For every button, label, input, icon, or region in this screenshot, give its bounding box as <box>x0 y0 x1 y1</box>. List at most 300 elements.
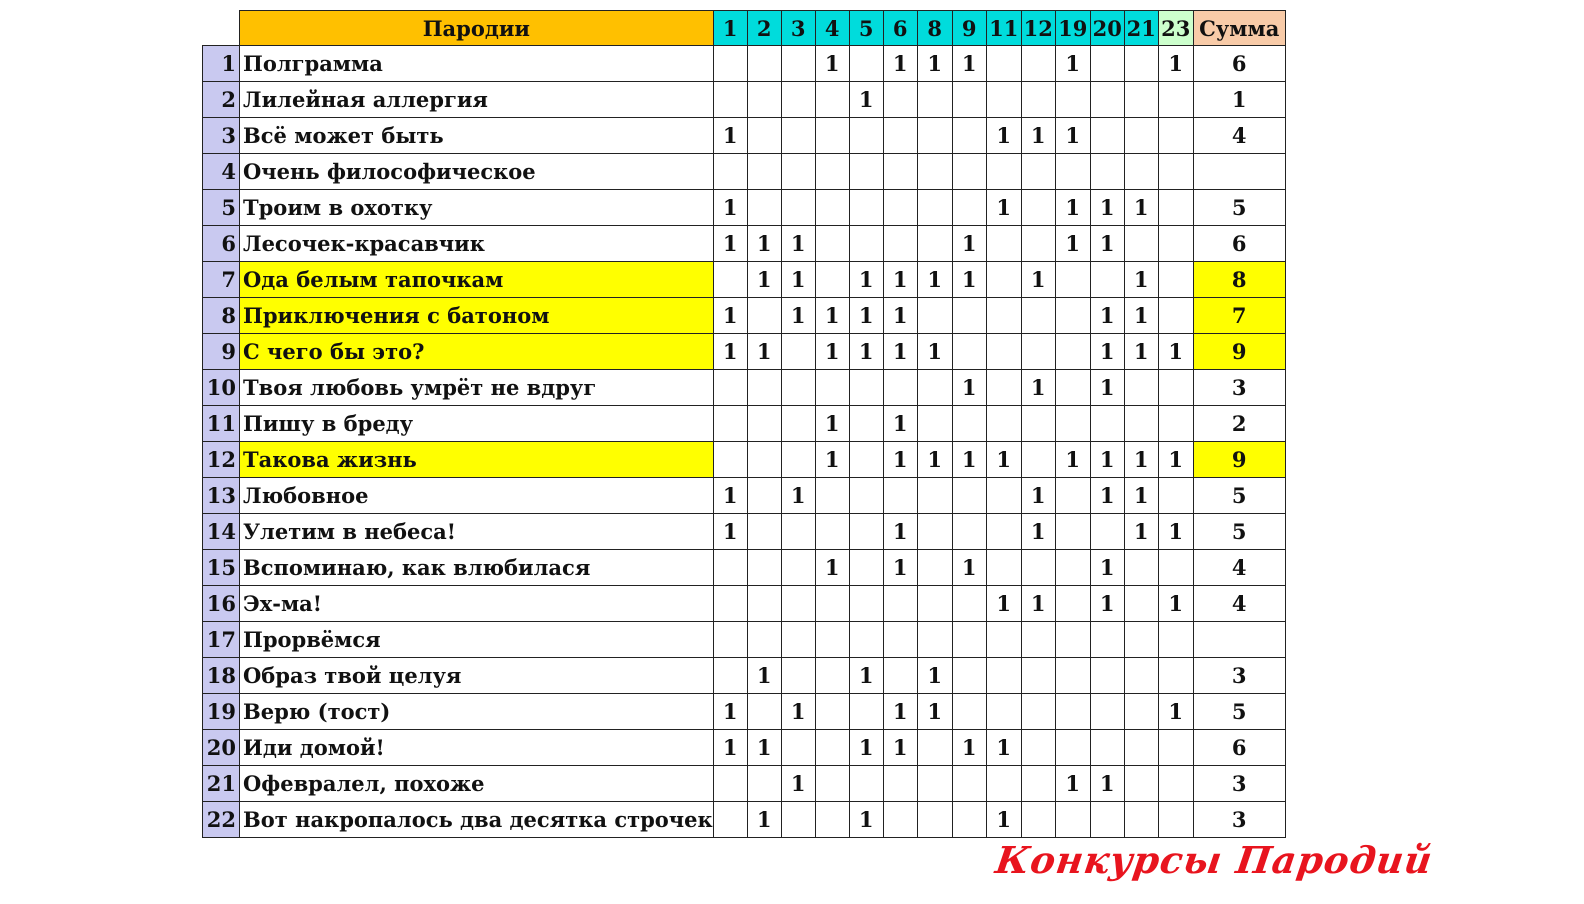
sum-cell: 3 <box>1193 766 1285 802</box>
vote-cell <box>781 586 815 622</box>
vote-cell <box>1021 622 1055 658</box>
vote-cell: 1 <box>986 118 1021 154</box>
vote-cell: 1 <box>1021 370 1055 406</box>
vote-cell <box>815 658 849 694</box>
table-row <box>203 334 1286 370</box>
sum-cell: 6 <box>1193 46 1285 82</box>
vote-cell <box>815 514 849 550</box>
sum-cell: 6 <box>1193 226 1285 262</box>
vote-cell: 1 <box>986 442 1021 478</box>
vote-cell <box>781 658 815 694</box>
row-number: 17 <box>203 622 240 658</box>
vote-cell <box>1158 370 1193 406</box>
vote-cell <box>815 262 849 298</box>
table-row <box>203 586 1286 622</box>
vote-cell: 1 <box>713 514 747 550</box>
vote-cell <box>1090 802 1124 838</box>
vote-cell: 1 <box>713 118 747 154</box>
column-header: 5 <box>849 11 883 46</box>
vote-cell <box>952 298 986 334</box>
vote-cell <box>1090 514 1124 550</box>
row-number: 12 <box>203 442 240 478</box>
vote-cell <box>1090 622 1124 658</box>
vote-cell <box>1124 586 1158 622</box>
vote-cell <box>917 370 952 406</box>
vote-cell <box>747 298 781 334</box>
sum-cell: 4 <box>1193 118 1285 154</box>
vote-cell: 1 <box>1021 586 1055 622</box>
vote-cell: 1 <box>1158 514 1193 550</box>
vote-cell <box>1021 82 1055 118</box>
sum-cell <box>1193 622 1285 658</box>
vote-cell <box>917 514 952 550</box>
vote-cell <box>849 442 883 478</box>
vote-cell: 1 <box>1090 478 1124 514</box>
table-row <box>203 46 1286 82</box>
vote-cell <box>917 82 952 118</box>
vote-cell: 1 <box>1055 118 1090 154</box>
vote-cell <box>713 154 747 190</box>
vote-cell: 1 <box>986 190 1021 226</box>
vote-cell <box>1158 730 1193 766</box>
vote-cell <box>1055 262 1090 298</box>
parody-title: Такова жизнь <box>240 442 714 478</box>
sum-cell: 5 <box>1193 514 1285 550</box>
vote-cell <box>1021 334 1055 370</box>
vote-cell: 1 <box>747 730 781 766</box>
vote-cell <box>815 622 849 658</box>
vote-cell <box>1158 298 1193 334</box>
vote-cell <box>1021 406 1055 442</box>
vote-cell: 1 <box>1090 442 1124 478</box>
vote-cell: 1 <box>815 442 849 478</box>
vote-cell: 1 <box>917 334 952 370</box>
vote-cell: 1 <box>883 298 917 334</box>
parody-title: Всё может быть <box>240 118 714 154</box>
vote-cell <box>1021 550 1055 586</box>
vote-cell <box>747 694 781 730</box>
vote-cell <box>883 154 917 190</box>
vote-cell <box>1055 334 1090 370</box>
vote-cell <box>815 694 849 730</box>
vote-cell: 1 <box>1124 262 1158 298</box>
vote-cell <box>1090 46 1124 82</box>
vote-cell: 1 <box>917 442 952 478</box>
row-number: 9 <box>203 334 240 370</box>
vote-cell <box>849 406 883 442</box>
vote-cell: 1 <box>713 730 747 766</box>
vote-cell <box>917 226 952 262</box>
vote-cell: 1 <box>1124 442 1158 478</box>
vote-cell <box>1055 406 1090 442</box>
vote-cell <box>986 46 1021 82</box>
vote-cell <box>1055 622 1090 658</box>
vote-cell: 1 <box>986 586 1021 622</box>
vote-cell: 1 <box>747 334 781 370</box>
parody-title: С чего бы это? <box>240 334 714 370</box>
vote-cell <box>815 190 849 226</box>
vote-cell <box>883 478 917 514</box>
table-row <box>203 802 1286 838</box>
vote-cell <box>1021 46 1055 82</box>
vote-cell: 1 <box>1055 46 1090 82</box>
vote-cell <box>1055 154 1090 190</box>
row-number: 4 <box>203 154 240 190</box>
vote-cell <box>713 586 747 622</box>
voting-table <box>202 10 1286 838</box>
parody-title: Эх-ма! <box>240 586 714 622</box>
title-header: Пародии <box>240 11 714 46</box>
table-row <box>203 154 1286 190</box>
vote-cell <box>883 766 917 802</box>
vote-cell: 1 <box>849 262 883 298</box>
vote-cell <box>1124 658 1158 694</box>
vote-cell <box>747 82 781 118</box>
vote-cell: 1 <box>986 730 1021 766</box>
vote-cell <box>747 478 781 514</box>
vote-cell: 1 <box>883 406 917 442</box>
vote-cell: 1 <box>952 730 986 766</box>
vote-cell <box>1055 586 1090 622</box>
vote-cell <box>1055 694 1090 730</box>
vote-cell <box>883 118 917 154</box>
vote-cell <box>952 622 986 658</box>
vote-cell <box>917 730 952 766</box>
vote-cell <box>815 730 849 766</box>
parody-title: Любовное <box>240 478 714 514</box>
vote-cell <box>917 586 952 622</box>
vote-cell <box>815 586 849 622</box>
table-row <box>203 298 1286 334</box>
vote-cell <box>849 586 883 622</box>
parody-title: Троим в охотку <box>240 190 714 226</box>
vote-cell: 1 <box>815 46 849 82</box>
vote-cell <box>1021 226 1055 262</box>
column-header: 12 <box>1021 11 1055 46</box>
vote-cell <box>1055 658 1090 694</box>
vote-cell: 1 <box>917 694 952 730</box>
vote-cell <box>747 586 781 622</box>
vote-cell <box>849 226 883 262</box>
vote-cell: 1 <box>883 46 917 82</box>
vote-cell <box>747 118 781 154</box>
table-row <box>203 550 1286 586</box>
vote-cell <box>747 154 781 190</box>
vote-cell <box>781 622 815 658</box>
signature-logo: Конкурсы Пародий <box>992 838 1436 882</box>
sum-cell: 4 <box>1193 550 1285 586</box>
vote-cell <box>1158 658 1193 694</box>
vote-cell: 1 <box>713 298 747 334</box>
vote-cell <box>1158 550 1193 586</box>
vote-cell <box>986 622 1021 658</box>
vote-cell: 1 <box>713 226 747 262</box>
column-header: 9 <box>952 11 986 46</box>
vote-cell <box>849 46 883 82</box>
vote-cell: 1 <box>1124 298 1158 334</box>
sum-cell: 5 <box>1193 478 1285 514</box>
column-header: 20 <box>1090 11 1124 46</box>
vote-cell <box>1021 298 1055 334</box>
vote-cell <box>952 514 986 550</box>
vote-cell <box>747 190 781 226</box>
vote-cell <box>986 694 1021 730</box>
vote-cell: 1 <box>747 802 781 838</box>
vote-cell <box>986 406 1021 442</box>
vote-cell <box>1055 550 1090 586</box>
vote-cell: 1 <box>986 802 1021 838</box>
vote-cell <box>1021 766 1055 802</box>
vote-cell: 1 <box>952 550 986 586</box>
vote-cell <box>986 154 1021 190</box>
table-row <box>203 226 1286 262</box>
row-number: 8 <box>203 298 240 334</box>
vote-cell: 1 <box>1158 46 1193 82</box>
vote-cell <box>986 334 1021 370</box>
vote-cell <box>815 802 849 838</box>
vote-cell: 1 <box>883 550 917 586</box>
parody-title: Образ твой целуя <box>240 658 714 694</box>
row-number: 20 <box>203 730 240 766</box>
row-number: 2 <box>203 82 240 118</box>
vote-cell <box>883 658 917 694</box>
header-row <box>203 11 1286 46</box>
row-number: 18 <box>203 658 240 694</box>
vote-cell: 1 <box>1158 442 1193 478</box>
vote-cell <box>1124 82 1158 118</box>
vote-cell <box>1124 406 1158 442</box>
table-body <box>203 46 1286 838</box>
vote-cell <box>1090 154 1124 190</box>
row-number: 15 <box>203 550 240 586</box>
vote-cell: 1 <box>781 262 815 298</box>
vote-cell <box>781 154 815 190</box>
column-header: 4 <box>815 11 849 46</box>
vote-cell <box>1158 190 1193 226</box>
parody-title: Офевралел, похоже <box>240 766 714 802</box>
sum-cell: 3 <box>1193 370 1285 406</box>
vote-cell <box>952 334 986 370</box>
vote-cell <box>713 406 747 442</box>
vote-cell <box>952 586 986 622</box>
vote-cell <box>1021 730 1055 766</box>
sum-cell: 8 <box>1193 262 1285 298</box>
vote-cell: 1 <box>1055 190 1090 226</box>
vote-cell: 1 <box>1021 514 1055 550</box>
row-number: 19 <box>203 694 240 730</box>
vote-cell <box>781 370 815 406</box>
vote-cell <box>1090 694 1124 730</box>
sum-header: Сумма <box>1193 11 1285 46</box>
table-row <box>203 658 1286 694</box>
row-number: 14 <box>203 514 240 550</box>
row-number: 7 <box>203 262 240 298</box>
table-row <box>203 190 1286 226</box>
vote-cell <box>883 586 917 622</box>
vote-cell <box>952 658 986 694</box>
vote-cell <box>713 622 747 658</box>
vote-cell <box>883 622 917 658</box>
vote-cell <box>986 82 1021 118</box>
column-header: 19 <box>1055 11 1090 46</box>
column-header: 2 <box>747 11 781 46</box>
vote-cell <box>917 118 952 154</box>
parody-title: Лесочек-красавчик <box>240 226 714 262</box>
vote-cell: 1 <box>1090 586 1124 622</box>
vote-cell <box>986 478 1021 514</box>
vote-cell: 1 <box>747 262 781 298</box>
vote-cell <box>917 766 952 802</box>
vote-cell <box>1158 766 1193 802</box>
corner-blank <box>203 11 240 46</box>
vote-cell <box>747 622 781 658</box>
vote-cell <box>815 118 849 154</box>
vote-cell: 1 <box>1090 334 1124 370</box>
row-number: 10 <box>203 370 240 406</box>
sum-cell: 7 <box>1193 298 1285 334</box>
vote-cell <box>1158 622 1193 658</box>
vote-cell <box>815 154 849 190</box>
vote-cell <box>883 226 917 262</box>
table-row <box>203 730 1286 766</box>
vote-cell <box>815 370 849 406</box>
parody-title: Ода белым тапочкам <box>240 262 714 298</box>
vote-cell <box>1090 262 1124 298</box>
vote-cell: 1 <box>1055 766 1090 802</box>
vote-cell <box>713 550 747 586</box>
vote-cell: 1 <box>1090 190 1124 226</box>
vote-cell: 1 <box>781 478 815 514</box>
vote-cell: 1 <box>849 298 883 334</box>
vote-cell: 1 <box>883 730 917 766</box>
vote-cell <box>917 190 952 226</box>
vote-cell <box>849 118 883 154</box>
vote-cell <box>781 442 815 478</box>
column-header: 6 <box>883 11 917 46</box>
vote-cell <box>1158 154 1193 190</box>
vote-cell <box>747 46 781 82</box>
row-number: 11 <box>203 406 240 442</box>
vote-cell <box>849 370 883 406</box>
vote-cell: 1 <box>1090 298 1124 334</box>
parody-title: Приключения с батоном <box>240 298 714 334</box>
vote-cell <box>917 298 952 334</box>
row-number: 22 <box>203 802 240 838</box>
vote-cell: 1 <box>1158 586 1193 622</box>
vote-cell <box>747 406 781 442</box>
vote-cell: 1 <box>781 298 815 334</box>
vote-cell <box>815 82 849 118</box>
vote-cell <box>713 370 747 406</box>
vote-cell: 1 <box>713 334 747 370</box>
vote-cell: 1 <box>917 46 952 82</box>
vote-cell <box>747 766 781 802</box>
vote-cell: 1 <box>1124 514 1158 550</box>
vote-cell: 1 <box>815 298 849 334</box>
vote-cell <box>1124 226 1158 262</box>
vote-cell <box>1021 190 1055 226</box>
vote-cell <box>986 370 1021 406</box>
vote-cell <box>1021 442 1055 478</box>
row-number: 5 <box>203 190 240 226</box>
table-row <box>203 478 1286 514</box>
vote-cell <box>952 802 986 838</box>
vote-cell: 1 <box>849 82 883 118</box>
vote-cell: 1 <box>713 694 747 730</box>
vote-cell <box>713 82 747 118</box>
column-header: 1 <box>713 11 747 46</box>
parody-title: Вот накропалось два десятка строчек <box>240 802 714 838</box>
vote-cell: 1 <box>883 334 917 370</box>
table-row <box>203 370 1286 406</box>
vote-cell <box>781 190 815 226</box>
row-number: 6 <box>203 226 240 262</box>
vote-cell: 1 <box>883 262 917 298</box>
column-header: 21 <box>1124 11 1158 46</box>
vote-cell: 1 <box>1021 478 1055 514</box>
vote-cell <box>952 406 986 442</box>
parody-title: Лилейная аллергия <box>240 82 714 118</box>
vote-cell <box>1021 694 1055 730</box>
vote-cell <box>1055 514 1090 550</box>
vote-cell <box>713 262 747 298</box>
vote-cell <box>1124 154 1158 190</box>
vote-cell <box>1055 802 1090 838</box>
sum-cell: 9 <box>1193 334 1285 370</box>
vote-cell: 1 <box>1021 262 1055 298</box>
vote-cell: 1 <box>713 190 747 226</box>
vote-cell <box>917 622 952 658</box>
vote-cell <box>849 514 883 550</box>
table-row <box>203 694 1286 730</box>
row-number: 1 <box>203 46 240 82</box>
vote-cell <box>1021 802 1055 838</box>
table-row <box>203 442 1286 478</box>
sum-cell <box>1193 154 1285 190</box>
vote-cell: 1 <box>747 226 781 262</box>
vote-cell <box>1055 82 1090 118</box>
vote-cell <box>1055 298 1090 334</box>
vote-cell: 1 <box>849 334 883 370</box>
vote-cell <box>781 514 815 550</box>
vote-cell: 1 <box>952 370 986 406</box>
vote-cell <box>986 550 1021 586</box>
vote-cell: 1 <box>713 478 747 514</box>
vote-cell <box>986 298 1021 334</box>
vote-cell <box>713 766 747 802</box>
vote-cell <box>1158 262 1193 298</box>
vote-cell <box>713 658 747 694</box>
vote-cell: 1 <box>1090 550 1124 586</box>
vote-cell <box>815 766 849 802</box>
parody-title: Твоя любовь умрёт не вдруг <box>240 370 714 406</box>
vote-cell <box>1055 478 1090 514</box>
vote-cell: 1 <box>815 406 849 442</box>
vote-cell <box>781 46 815 82</box>
vote-cell: 1 <box>849 730 883 766</box>
vote-cell <box>952 478 986 514</box>
vote-cell <box>781 550 815 586</box>
vote-cell <box>1124 730 1158 766</box>
column-header: 3 <box>781 11 815 46</box>
vote-cell <box>849 694 883 730</box>
vote-cell: 1 <box>1055 226 1090 262</box>
vote-cell <box>781 730 815 766</box>
vote-cell <box>747 514 781 550</box>
vote-cell <box>849 154 883 190</box>
parody-title: Полграмма <box>240 46 714 82</box>
vote-cell <box>1158 226 1193 262</box>
